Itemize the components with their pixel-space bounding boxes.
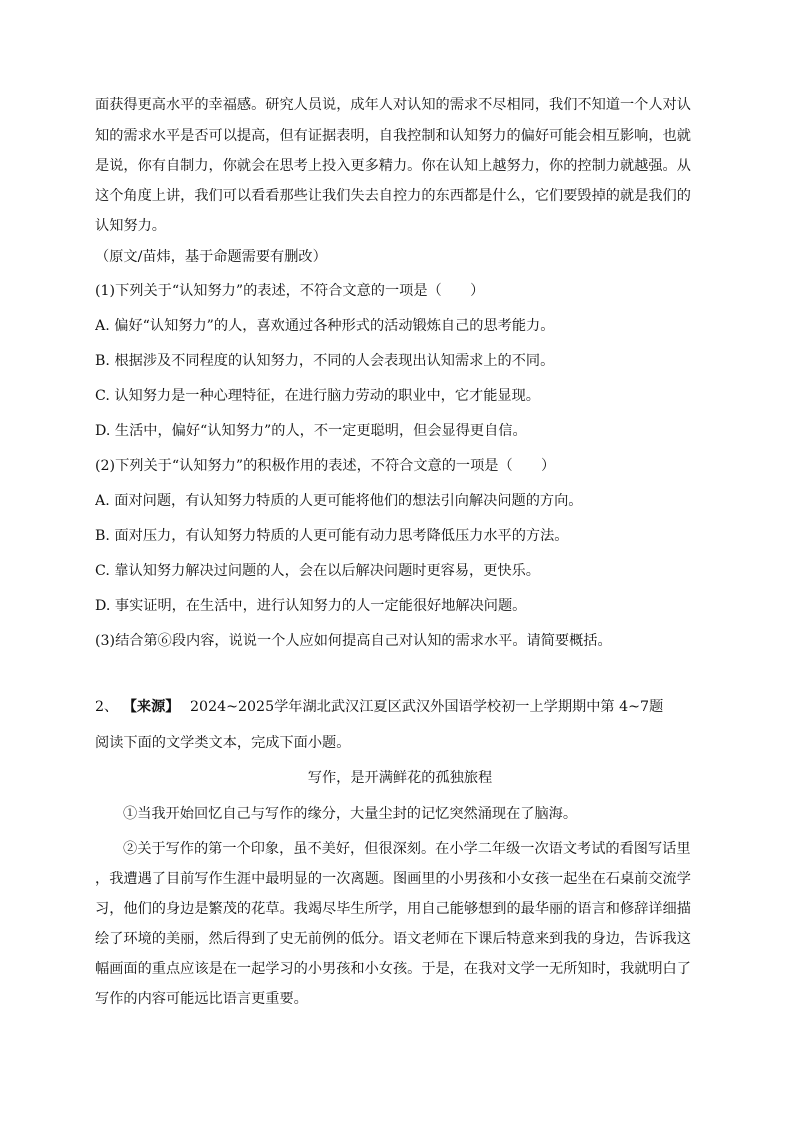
article-paragraph-2-line: 写作的内容可能远比语言更重要。 — [95, 991, 308, 1007]
question-1-option-d: D. 生活中，偏好“认知努力”的人，不一定更聪明，但会显得更自信。 — [95, 423, 527, 439]
article-paragraph-2-line: 习，他们的身边是繁茂的花草。我竭尽毕生所学，用自己能够想到的最华丽的语言和修辞详细描 — [95, 901, 691, 917]
question-3-stem: (3)结合第⑥段内容，说说一个人应如何提高自己对认知的需求水平。请简要概括。 — [95, 633, 612, 649]
article-paragraph-2-line: ，我遭遇了目前写作生涯中最明显的一次离题。图画里的小男孩和小女孩一起坐在石桌前交流学 — [95, 871, 691, 887]
source-text: 2024~2025学年湖北武汉江夏区武汉外国语学校初一上学期期中第 4~7题 — [190, 699, 664, 715]
passage-line: 是说，你有自制力，你就会在思考上投入更多精力。你在认知上越努力，你的控制力就越强。从 — [95, 158, 691, 174]
passage-line: 面获得更高水平的幸福感。研究人员说，成年人对认知的需求不尽相同，我们不知道一个人对认 — [95, 97, 691, 113]
question-2-option-d: D. 事实证明，在生活中，进行认知努力的人一定能很好地解决问题。 — [95, 598, 527, 614]
question-1-option-b: B. 根据涉及不同程度的认知努力，不同的人会表现出认知需求上的不同。 — [95, 353, 555, 369]
question-2-stem: (2)下列关于“认知努力”的积极作用的表述，不符合文意的一项是（ ） — [95, 458, 556, 474]
passage-line: 认知努力。 — [95, 218, 166, 234]
article-paragraph-2-line: 绘了环境的美丽，然后得到了史无前例的低分。语文老师在下课后特意来到我的身边，告诉我这 — [95, 931, 691, 947]
source-tag: 【来源】 — [122, 699, 180, 715]
article-paragraph-2-line: ②关于写作的第一个印象，虽不美好，但很深刻。在小学二年级一次语文考试的看图写话里 — [123, 841, 691, 857]
passage-line: 知的需求水平是否可以提高，但有证据表明，自我控制和认知努力的偏好可能会相互影响，也就 — [95, 128, 691, 144]
article-title: 写作，是开满鲜花的孤独旅程 — [307, 770, 493, 786]
section-2-instruction: 阅读下面的文学类文本，完成下面小题。 — [95, 735, 351, 751]
question-1-option-c: C. 认知努力是一种心理特征，在进行脑力劳动的职业中，它才能显现。 — [95, 388, 540, 404]
article-paragraph-2-line: 幅画面的重点应该是在一起学习的小男孩和小女孩。于是，在我对文学一无所知时，我就明白了 — [95, 961, 691, 977]
question-2-option-a: A. 面对问题，有认知努力特质的人更可能将他们的想法引向解决问题的方向。 — [95, 493, 583, 509]
source-note: （原文/苗炜，基于命题需要有删改） — [95, 249, 327, 265]
question-1-stem: (1)下列关于“认知努力”的表述，不符合文意的一项是（ ） — [95, 283, 485, 299]
section-number: 2、 — [95, 699, 119, 715]
passage-line: 这个角度上讲，我们可以看看那些让我们失去自控力的东西都是什么，它们要毁掉的就是我们的 — [95, 188, 691, 204]
article-paragraph-1: ①当我开始回忆自己与写作的缘分，大量尘封的记忆突然涌现在了脑海。 — [123, 806, 578, 822]
question-1-option-a: A. 偏好“认知努力”的人，喜欢通过各种形式的活动锻炼自己的思考能力。 — [95, 318, 555, 334]
section-2-header — [95, 697, 705, 717]
question-2-option-c: C. 靠认知努力解决过问题的人，会在以后解决问题时更容易，更快乐。 — [95, 563, 540, 579]
question-2-option-b: B. 面对压力，有认知努力特质的人更可能有动力思考降低压力水平的方法。 — [95, 528, 569, 544]
